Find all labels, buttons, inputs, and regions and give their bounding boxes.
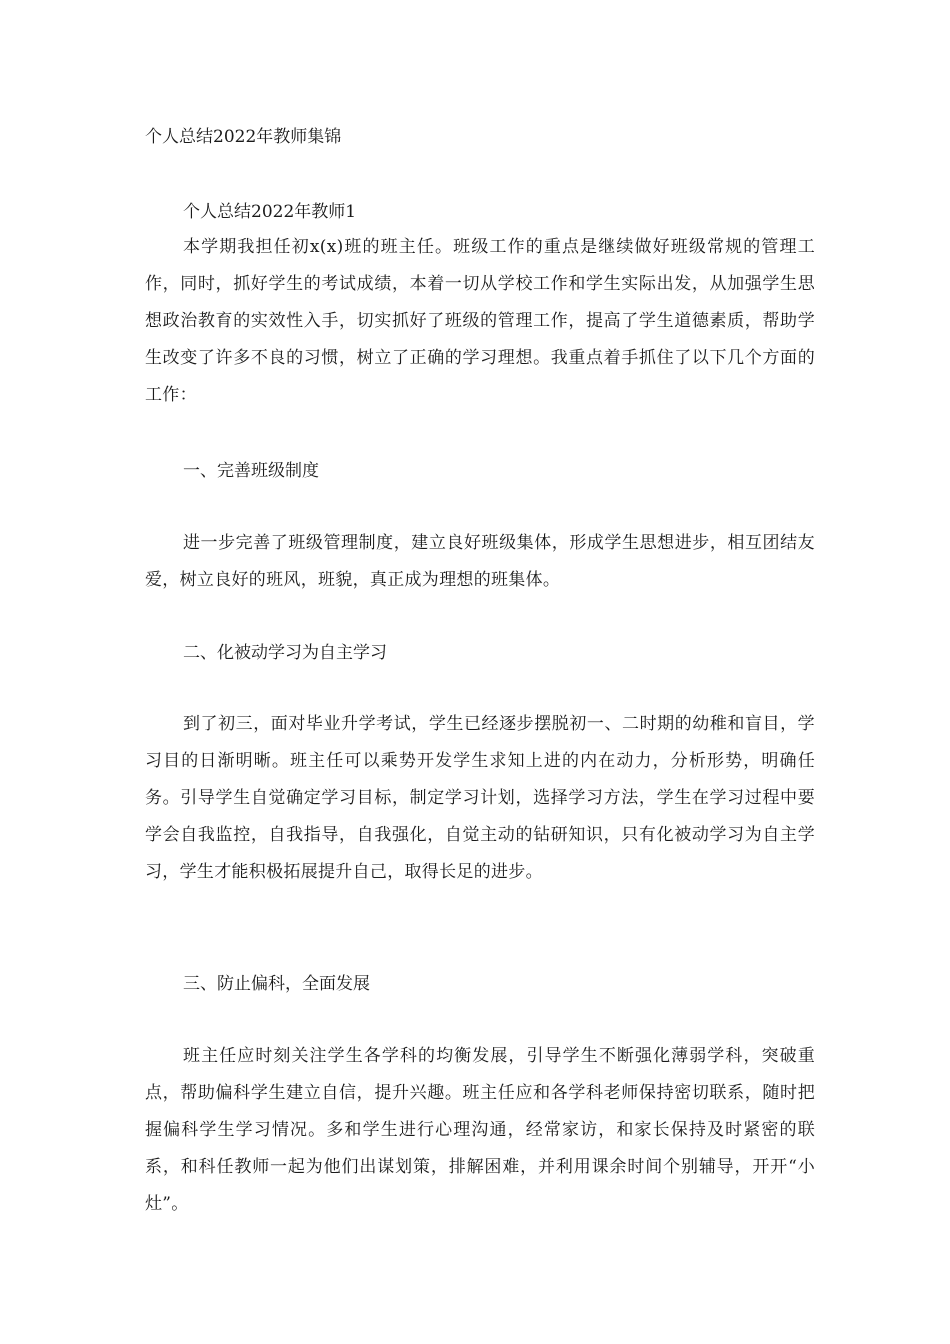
section-heading-1: 一、完善班级制度 — [183, 461, 319, 481]
intro-paragraph: 本学期我担任初x(x)班的班主任。班级工作的重点是继续做好班级常规的管理工作，同时，抓好学生的考试成绩，本着一切从学校工作和学生实际出发，从加强学生思想政治教育的实效性入手，切实抓好了班级的管理工作，提高了学生道德素质，帮助学生改变了许多不良的习惯，树立了正确的学习理想。我重点着手抓住了以下几个方面的工作： — [145, 237, 815, 405]
document-title: 个人总结2022年教师集锦 — [145, 127, 342, 147]
section-heading-3: 三、防止偏科，全面发展 — [183, 974, 370, 994]
section-heading-2: 二、化被动学习为自主学习 — [183, 643, 387, 663]
section-body-2: 到了初三，面对毕业升学考试，学生已经逐步摆脱初一、二时期的幼稚和盲目，学习目的日渐明晰。班主任可以乘势开发学生求知上进的内在动力，分析形势，明确任务。引导学生自觉确定学习目标，制定学习计划，选择学习方法，学生在学习过程中要学会自我监控，自我指导，自我强化，自觉主动的钻研知识，只有化被动学习为自主学习，学生才能积极拓展提升自己，取得长足的进步。 — [145, 714, 815, 882]
document-subtitle: 个人总结2022年教师1 — [183, 202, 357, 222]
section-body-1: 进一步完善了班级管理制度，建立良好班级集体，形成学生思想进步，相互团结友爱，树立良好的班风，班貌，真正成为理想的班集体。 — [145, 533, 815, 590]
section-body-3: 班主任应时刻关注学生各学科的均衡发展，引导学生不断强化薄弱学科，突破重点，帮助偏科学生建立自信，提升兴趣。班主任应和各学科老师保持密切联系，随时把握偏科学生学习情况。多和学生进行心理沟通，经常家访，和家长保持及时紧密的联系，和科任教师一起为他们出谋划策，排解困难，并利用课余时间个别辅导，开开“小灶”。 — [145, 1046, 815, 1214]
